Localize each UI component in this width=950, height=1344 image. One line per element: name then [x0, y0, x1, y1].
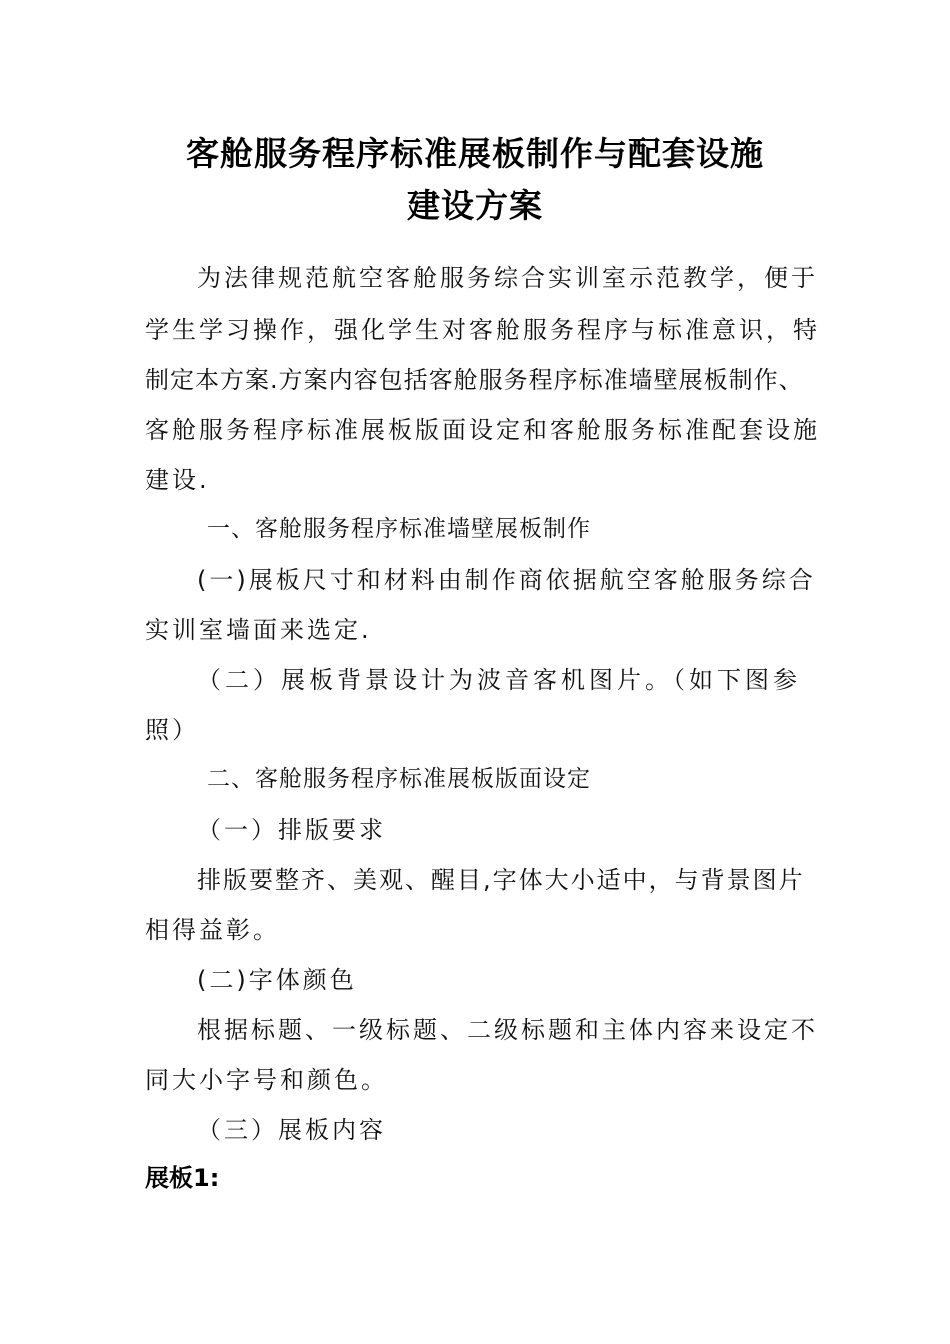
intro-line: 客舱服务程序标准展板版面设定和客舱服务标准配套设施	[145, 416, 820, 444]
document-title-line1: 客舱服务程序标准展板制作与配套设施	[186, 134, 764, 173]
section2-sub1-text: 排版要整齐、美观、醒目,字体大小适中，与背景图片	[197, 866, 805, 894]
section1-item1-line: (一)展板尺寸和材料由制作商依据航空客舱服务综合	[197, 566, 816, 594]
intro-line: 为法律规范航空客舱服务综合实训室示范教学，便于	[197, 264, 818, 292]
section2-sub3-title: （三）展板内容	[197, 1116, 386, 1144]
section1-item1-line: 实训室墙面来选定.	[145, 616, 372, 644]
section2-sub1-text: 相得益彰。	[145, 916, 280, 944]
board-label: 展板1:	[145, 1164, 220, 1192]
intro-line: 建设.	[145, 466, 210, 494]
section1-heading: 一、客舱服务程序标准墙壁展板制作	[207, 516, 591, 542]
section2-sub2-text: 同大小字号和颜色。	[145, 1066, 388, 1094]
section1-item2-line: （二）展板背景设计为波音客机图片。（如下图参	[197, 666, 801, 694]
section1-item2-line: 照）	[145, 716, 199, 744]
section2-sub2-text: 根据标题、一级标题、二级标题和主体内容来设定不	[197, 1016, 818, 1044]
intro-line: 制定本方案.方案内容包括客舱服务程序标准墙壁展板制作、	[145, 366, 804, 394]
section2-sub1-title: （一）排版要求	[197, 816, 386, 844]
section2-sub2-title: (二)字体颜色	[197, 966, 357, 994]
section2-heading: 二、客舱服务程序标准展板版面设定	[207, 766, 591, 792]
intro-line: 学生学习操作，强化学生对客舱服务程序与标准意识，特	[145, 316, 820, 344]
document-title-line2: 建设方案	[407, 186, 543, 225]
